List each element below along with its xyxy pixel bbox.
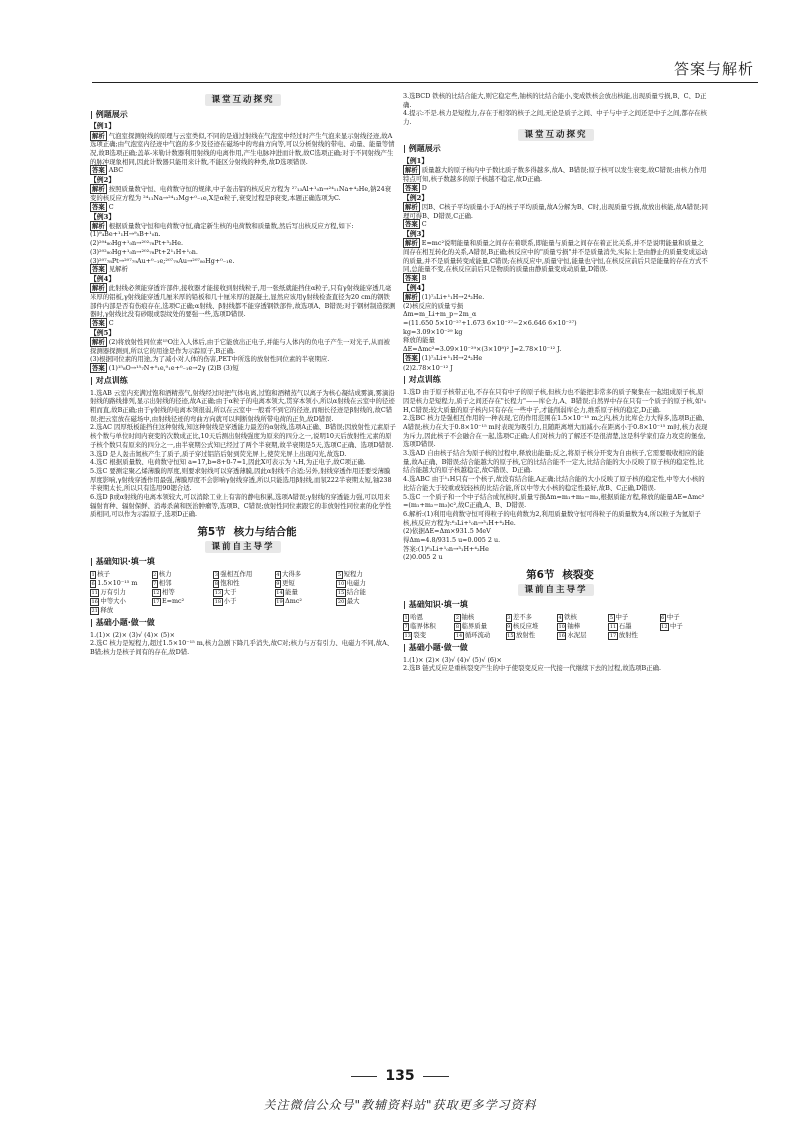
section-small-questions: | 基础小题·做一做	[90, 618, 396, 629]
small-answer: 2.选B 链式反应是重核裂变产生的中子使裂变反应一代接一代继续下去的过程,故选项B正确.	[403, 664, 662, 673]
fill-blank: 16 中等大小	[91, 596, 126, 605]
analysis-text: E=mc²说明能量和质量之间存在着联系,即能量与质量之间存在着正比关系,并不是说明能量和质量之间存在相互转化的关系,A错误,B正确;核反应中的"质量亏损"并不是质量消失,实际上是由静止的质量变成运动的质量,并不是质量转变成能量,C错误;在核反应中,质量守恒,能量也守恒,在核反应前后只是能量的存在方式不同,总能量不变,在核反应前后只是物质的质量由静质量变成动质量,D错误.	[403, 239, 708, 274]
section-practice: | 对点训练	[90, 376, 396, 387]
fill-blank: 5 短程力	[337, 569, 363, 578]
chapter-number: 第5节	[197, 526, 226, 539]
fill-blank: 10 电磁力	[337, 578, 366, 587]
answer-line	[90, 166, 396, 175]
answer-text: B	[421, 273, 427, 282]
practice-item: 6.选D β或α射线的电离本领较大,可以消除工业上有害的静电积累,选项A错误;γ射线的穿透能力强,可以用来辐射育种、辐射保鲜、消毒杀菌和医治肿瘤等,选项B、C错误;放射性同位素跟它的非放射性同位素的化学性质相同,可以作为示踪原子,选项D正确.	[90, 493, 392, 519]
fill-blank: 8 饱和性	[214, 578, 240, 587]
fill-blank: 9 更短	[276, 578, 295, 587]
fill-blank: 3 强相互作用	[214, 569, 253, 578]
answer-text: ABC	[108, 166, 124, 175]
fill-blank: 14 循环流动	[455, 630, 491, 639]
header-rule	[92, 82, 758, 83]
section-basic-knowledge: | 基础知识·填一填	[403, 600, 709, 611]
answer-tag: 答案	[405, 183, 418, 192]
example-label: 【例1】	[90, 122, 116, 131]
answer-line	[403, 220, 709, 229]
answer-tag: 答案	[405, 220, 418, 229]
answer-line	[90, 319, 396, 328]
answer-text: 见解析	[108, 265, 128, 274]
fill-blank: 2 核力	[153, 569, 172, 578]
fill-blank: 7 临界体积	[404, 621, 436, 630]
practice-item: 2.选AC 因厚纸板能挡住这种射线,知这种射线是穿透能力最差的α射线,选项A正确、B错误;因放射性元素原子核个数与单位时间内衰变的次数成正比,10天后测出射线强度为原来的四分之一,说明10天后放射性元素的原子核个数只有原来的四分之一,由半衰期公式知已经过了两个半衰期,故半衰期是5天,选项C正确、选项D错误.	[90, 423, 396, 449]
analysis-text: 气泡室探测射线的原理与云室类似,不同的是通过射线在气泡室中经过时产生气泡来显示射线径迹,故A选项正确;由气泡室内径迹中气泡的多少及径迹在磁场中的弯曲方向等,可以分析射线的带电、动量、能量等情况,故B选项正确;盖革-米勒计数器利用射线的电离作用,产生电脉冲进而计数,故C选项正确;对于不同射线产生的脉冲现象相同,因此计数器只能用来计数,不能区分射线的种类,故D选项错误.	[90, 131, 395, 166]
fill-blank: 5 中子	[609, 612, 629, 621]
small-answer: 2.选C 核力是短程力,超过1.5×10⁻¹⁵ m,核力急剧下降几乎消失,故C对;核力与万有引力、电磁力不同,故A、B错;核力是核子间有的存在,故D错.	[90, 639, 394, 657]
example-label: 【例2】	[90, 176, 116, 185]
example-label: 【例3】	[403, 229, 429, 238]
fill-blank: 2 铀核	[455, 612, 475, 621]
analysis-paragraph	[403, 203, 709, 220]
practice-item: 3.选BCD 铁核的比结合能大,则它稳定些,铀核的比结合能小,变成铁核会放出核能,出现质量亏损,B、C、D正确.	[403, 92, 707, 109]
analysis-tag: 解析	[405, 166, 418, 175]
equation: (3)²⁰²₈₀Hg+¹₀n→²⁰²₇₈Pt+2¹₁H+¹₀n.	[90, 247, 198, 256]
analysis-text: 质量越大的原子核内中子数比质子数多得越多,故A、B错误;原子核可以发生衰变,故C错误;由核力作用特点可知,核子数越多的原子核越不稳定,故D正确.	[403, 166, 707, 184]
practice-item: (2)0.005 2 u	[403, 553, 443, 562]
fill-blank: 10 铀棒	[558, 621, 581, 630]
fill-blank: 17 E=mc²	[153, 596, 185, 605]
equation: =(11.650 5×10⁻²⁷+1.673 6×10⁻²⁷−2×6.646 6×10⁻²⁷)	[403, 319, 577, 328]
answer-tag: 答案	[405, 273, 418, 282]
answer-line	[403, 274, 709, 283]
fill-blank: 11 万有引力	[91, 587, 126, 596]
equation: (2)²⁰⁴₈₀Hg+¹₀n→²⁰²₇₈Pt+³₂He.	[90, 239, 184, 248]
practice-item: 4.提示:不是.核力是短程力,存在于相邻的核子之间,无论是质子之间、中子与中子之间还是中子之间,都存在核力.	[403, 109, 707, 127]
chapter-name: 核裂变	[562, 569, 594, 582]
chapter-heading	[403, 568, 709, 582]
fill-blank: 4 大得多	[276, 569, 302, 578]
analysis-paragraph	[90, 284, 396, 319]
example-label: 【例4】	[403, 283, 429, 292]
section-basic-knowledge: | 基础知识·填一填	[90, 557, 396, 568]
fill-blank: 9 核反应堆	[507, 621, 539, 630]
answer-line	[403, 354, 709, 363]
analysis-tag: 解析	[405, 292, 418, 301]
practice-item: 答案:(1)⁶₃Li+¹₀n→³₁H+⁴₂He	[403, 544, 489, 553]
practice-item: 1.选D 由于原子核带正电,不存在只有中子的原子核,但核力也不能把非常多的质子聚集在一起组成原子核,原因是核力是短程力,质子之间还存在"长程力"——库仑力,A、B错误;自然界中存在只有一个质子的原子核,如¹₁H,C错误;较大质量的原子核内只有存在一些中子,才能削弱库仑力,维系原子核的稳定,D正确.	[403, 388, 707, 414]
equation: kg=3.09×10⁻²⁹ kg	[403, 327, 463, 336]
banner-classroom	[403, 130, 709, 142]
analysis-text: 按照质量数守恒、电荷数守恒的规律,中子轰击铝的核反应方程为 ²⁷₁₃Al+¹₀n→²⁴₁₁Na+⁴₂He,钠24衰变的核反应方程为 ²⁴₁₁Na→²⁴₁₂Mg+⁰₋₁e,X是α粒子,衰变过程是β衰变,本题正确选项为C.	[90, 185, 392, 203]
fill-blank: 12 中子	[661, 621, 683, 630]
answer-text: (2)2.78×10⁻¹² J	[403, 363, 453, 372]
fill-blank: 11 石墨	[609, 621, 632, 630]
practice-item: 4.选C 根据质量数、电荷数守恒知 a=17,b=8+0-7=1,因此X可表示为 ¹₁H,为正电子,故C项正确.	[90, 458, 366, 467]
analysis-text: 因B、C核子平均质量小于A的核子平均质量,故A分解为B、C时,出现质量亏损,故放出核能,故A错误;同理可得B、D错误,C正确.	[403, 202, 708, 220]
chapter-name: 核力与结合能	[233, 526, 297, 539]
analysis-tag: 解析	[92, 337, 105, 346]
banner-label: 课堂互动探究	[518, 129, 593, 141]
fill-blank-grid	[90, 570, 396, 615]
analysis-paragraph	[403, 239, 709, 274]
section-examples: | 例题展示	[403, 144, 709, 155]
analysis-paragraph	[90, 132, 396, 167]
answer-text: C	[421, 220, 427, 229]
fill-blank: 17 放射性	[609, 630, 638, 639]
fill-blank: 13 裂变	[404, 630, 427, 639]
analysis-paragraph	[90, 222, 396, 231]
answer-tag: 答案	[92, 265, 105, 274]
answer-text: (1)⁷₃Li+¹₁H→2⁴₂He	[421, 353, 483, 362]
fill-blank-grid	[403, 613, 709, 640]
answer-line	[90, 364, 396, 373]
practice-item: 5.选C 要测定聚乙烯薄膜的厚度,则要求射线可以穿透薄膜,因此α射线不合适;另外,射线穿透作用还要受薄膜厚度影响,γ射线穿透作用最强,薄膜厚度不会影响γ射线穿透,所以只能选用β射线,而氡222半衰期太短,铀238半衰期太长,所以只有选用90锶合适.	[90, 466, 392, 493]
equation: Δm=m_Li+m_p−2m_α	[403, 310, 477, 319]
analysis-paragraph	[90, 185, 396, 202]
banner-preview	[403, 585, 709, 597]
practice-item: 3.选D 是人轰击氮核产生了质子,质子穿过铝箔后射到荧光屏上,使荧光屏上出现闪光,故选D.	[90, 449, 347, 458]
fill-blank: 14 能量	[276, 587, 298, 596]
analysis-tag: 解析	[92, 221, 105, 230]
fill-blank: 3 差不多	[507, 612, 533, 621]
answer-tag: 答案	[92, 319, 105, 328]
chapter-number: 第6节	[526, 569, 555, 582]
example-label: 【例3】	[90, 212, 116, 221]
banner-label: 课堂互动探究	[205, 94, 280, 106]
banner-label: 课前自主导学	[205, 541, 280, 553]
analysis-paragraph	[403, 166, 709, 183]
equation: (3)²⁰⁷₇₈Pt→²⁰⁷₇₉Au+⁰₋₁e;²⁰⁷₇₉Au→²⁰⁷₈₀Hg+⁰₋₁e.	[90, 256, 235, 265]
fill-blank: 6 1.5×10⁻¹⁵ m	[91, 578, 138, 587]
analysis-text: (2)将放射性同位素¹⁵O注入人体后,由于它能放出正电子,并能与人体内的负电子产生一对光子,从而被探测器探测到,所以它的用途是作为示踪原子,B正确.	[90, 337, 390, 355]
example-label: 【例5】	[90, 328, 116, 337]
banner-label: 课前自主导学	[518, 584, 593, 596]
analysis-text: 根据质量数守恒和电荷数守恒,确定新生核的电荷数和质量数,然后写出核反应方程,如下:	[108, 221, 354, 230]
left-column	[90, 92, 396, 1062]
practice-item: (2)依据ΔE=Δm×931.5 MeV	[403, 527, 491, 536]
fill-blank: 15 放射性	[507, 630, 536, 639]
chapter-heading	[90, 525, 396, 539]
answer-tag: 答案	[92, 364, 105, 373]
footer-note: 关注微信公众号"教辅资料站"获取更多学习资料	[263, 1098, 537, 1112]
fill-blank: 15 结合能	[337, 587, 366, 596]
small-answer: 1.(1)× (2)× (3)√ (4)× (5)×	[90, 630, 175, 639]
answer-tag: 答案	[92, 166, 105, 175]
answer-tag: 答案	[405, 353, 418, 362]
banner-preview	[90, 542, 396, 554]
fill-blank: 1 核子	[91, 569, 110, 578]
answer-line	[90, 203, 396, 212]
analysis-tag: 解析	[405, 239, 418, 248]
practice-item: 4.选ABC 由于¹₁H只有一个核子,故没有结合能,A正确;比结合能的大小反映了原子核的稳定性,中等大小核的比结合能大于较重或较轻核的比结合能,所以中等大小核的稳定性最好,故B、C正确,D错误.	[403, 475, 705, 492]
practice-item: 1.选AB 云室内充满过饱和酒精蒸气,射线经过时把气体电离,过饱和酒精蒸气以离子为核心凝结成雾滴,雾滴沿射线的路线排列,显示出射线的径迹,故A正确;由于α粒子的电离本领大,贯穿本领小,所以α射线在云室中的径迹粗而直,故B正确;由于γ射线的电离本领很弱,所以在云室中一般看不到它的径迹,而细长径迹是β射线的,故C错误;把云室放在磁场中,由射线径迹的弯曲方向就可以判断射线所带电荷的正负,故D错误.	[90, 388, 395, 423]
example-label: 【例2】	[403, 193, 429, 202]
analysis-text: 此射线必须能穿透许部件,接收器才能接收到射线粒子,用一张纸就能挡住α粒子,只有γ射线能穿透几毫米厚的铝板,γ射线能穿透几厘米厚的铅板和几十厘米厚的混凝土,显然应该用γ射线检查直径为20 cm的钢铁部件内部是否有伤痕存在,选项C正确;α射线、β射线都不能穿透钢铁部件,故选项A、B错误;对于钢材制造探测器时,γ射线比没有砂眼或裂纹处的要强一些,选项D错误.	[90, 284, 396, 319]
analysis-paragraph	[90, 338, 396, 355]
fill-blank: 16 水泥层	[558, 630, 587, 639]
answer-text: (1)¹⁵₈O→¹⁵₇N+⁰₁e,⁰₁e+⁰₋₁e→2γ (2)B (3)短	[108, 364, 239, 373]
section-small-questions: | 基础小题·做一做	[403, 643, 709, 654]
example-label: 【例4】	[90, 274, 116, 283]
analysis-text: 释放的能量	[403, 336, 435, 345]
practice-item: 2.选BC 核力是强相互作用的一种表现,它的作用范围在1.5×10⁻¹⁵ m之内,核力比库仑力大得多,选项B正确、A错误;核力在大于0.8×10⁻¹⁵ m时表现为吸引力,且随距离增大而减小;在距离小于0.8×10⁻¹⁵ m时,核力表现为斥力,因此核子不会融合在一起,选项C正确;人们对核力的了解还不是很清楚,这是科学家们奋力攻克的堡垒,选项D错误.	[403, 414, 709, 449]
practice-item: 5.选C 一个质子和一个中子结合成氘核时,质量亏损Δm=m₁+m₂−m₃,根据质能方程,释放的能量ΔE=Δmc²=(m₁+m₂−m₃)c²,故C正确,A、B、D错误.	[403, 492, 705, 510]
fill-blank: 6 中子	[661, 612, 680, 621]
fill-blank: 7 相邻	[153, 578, 172, 587]
answer-text: C	[108, 202, 114, 211]
page-number-text: 135	[385, 1068, 415, 1084]
answer-text: D	[421, 183, 427, 192]
fill-blank: 1 哈恩	[404, 612, 423, 621]
analysis-paragraph	[403, 293, 709, 302]
fill-blank: 21 释放	[91, 605, 114, 614]
page-number	[0, 1068, 800, 1084]
practice-item: 3.选AD 自由核子结合为原子核的过程中,释放出能量;反之,将原子核分开变为自由核子,它需要吸收相应的能量,故A正确、B错误;结合能越大的原子核,它的比结合能不一定大,比结合能的大小反映了原子核的稳定性,比结合能越大的原子核越稳定,故C错误、D正确.	[403, 449, 704, 475]
fill-blank: 8 临界质量	[455, 621, 488, 630]
analysis-tag: 解析	[92, 185, 105, 194]
practice-item: 6.解析:(1)利用电荷数守恒可得粒子的电荷数为2,利用质量数守恒可得粒子的质量数为4,所以粒子为氦原子核,核反应方程为:⁶₃Li+¹₀n→³₁H+⁴₂He.	[403, 509, 701, 527]
right-column	[403, 92, 709, 1062]
section-examples: | 例题展示	[90, 110, 396, 121]
fill-blank: 20 最大	[337, 596, 360, 605]
fill-blank: 18 小于	[214, 596, 237, 605]
page-header-title: 答案与解析	[673, 60, 754, 78]
small-answer: 1.(1)× (2)× (3)√ (4)√ (5)√ (6)×	[403, 655, 502, 664]
answer-line	[403, 184, 709, 193]
fill-blank: 4 铁核	[558, 612, 577, 621]
fill-blank: 12 相等	[153, 587, 175, 596]
analysis-tag: 解析	[92, 131, 105, 140]
practice-item: 得Δm=4.8/931.5 u≈0.005 2 u.	[403, 536, 501, 545]
answer-line	[90, 265, 396, 274]
analysis-tag: 解析	[405, 202, 418, 211]
equation: ΔE=Δmc²=3.09×10⁻²⁹×(3×10⁸)² J≈2.78×10⁻¹² J.	[403, 345, 562, 354]
answer-text: C	[108, 319, 114, 328]
analysis-text: (2)核反应的质量亏损	[403, 301, 464, 310]
analysis-tag: 解析	[92, 284, 105, 293]
fill-blank: 13 大于	[214, 587, 237, 596]
answer-tag: 答案	[92, 202, 105, 211]
fill-blank: 19 Δmc²	[276, 596, 302, 605]
equation: (1)⁹₄Be+¹₁H→⁹₅B+¹₀n.	[90, 230, 161, 239]
analysis-text: (1)⁷₃Li+¹₁H→2⁴₂He.	[421, 292, 485, 301]
banner-classroom	[90, 95, 396, 107]
example-label: 【例1】	[403, 157, 429, 166]
analysis-text: (3)根据同位素的用途,为了减小对人体的伤害,PET中所选的放射性同位素的半衰期应.	[90, 355, 330, 364]
section-practice: | 对点训练	[403, 375, 709, 386]
